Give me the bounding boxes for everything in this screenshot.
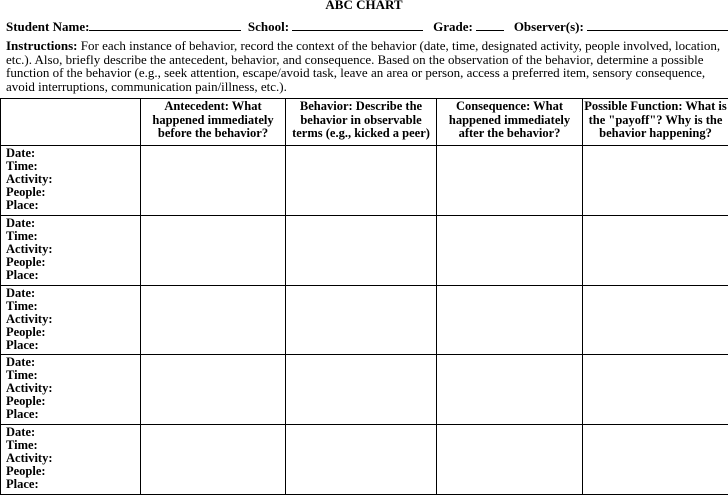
time-label: Time: (6, 438, 38, 453)
school-label: School: (247, 19, 290, 34)
header-behavior: Behavior: Describe the behavior in observable terms (e.g., kicked a peer) (286, 99, 437, 146)
behavior-cell[interactable] (286, 355, 437, 425)
abc-table (0, 98, 728, 495)
header-antecedent: Antecedent: What happened immediately before the behavior? (141, 99, 286, 146)
observer-field[interactable] (587, 19, 728, 31)
consequence-cell[interactable] (437, 215, 583, 285)
people-label: People: (6, 254, 46, 269)
behavior-cell[interactable] (286, 215, 437, 285)
date-label: Date: (6, 355, 36, 370)
instructions (6, 39, 724, 93)
people-label: People: (6, 185, 46, 199)
consequence-cell[interactable] (437, 425, 583, 495)
context-cell[interactable] (1, 425, 141, 495)
header-consequence: Consequence: What happened immediately after the behavior? (437, 99, 583, 146)
date-label: Date: (6, 146, 36, 160)
table-row (1, 425, 728, 495)
people-label: People: (6, 394, 46, 409)
table-row (1, 285, 728, 355)
table-row (1, 215, 728, 285)
people-label: People: (6, 464, 46, 479)
observer-label: Observer(s): (513, 19, 584, 34)
grade-label: Grade: (433, 19, 473, 34)
activity-label: Activity: (6, 172, 53, 186)
student-name-label: Student Name: (6, 19, 90, 34)
instructions-lead: Instructions: (6, 38, 78, 53)
table-row (1, 355, 728, 425)
grade-field[interactable] (476, 19, 504, 31)
context-cell[interactable] (1, 355, 141, 425)
student-name-field[interactable] (89, 19, 241, 31)
function-cell[interactable] (583, 215, 728, 285)
school-field[interactable] (292, 19, 423, 31)
behavior-cell[interactable] (286, 146, 437, 216)
time-label: Time: (6, 228, 38, 243)
instructions-text: For each instance of behavior, record the context of the behavior (date, time, designated activity, people involved, location, etc.). Also, briefly describe the antecedent, behavior, and consequence. Based on the observation of the behavior, determine a possible function of the behavior (e.g., seek attention, escape/avoid task, leave an area or person, access a preferred item, sensory consequence, avoid interruptions, communication pain/illness, etc.). (6, 38, 721, 94)
header-blank (1, 99, 141, 146)
consequence-cell[interactable] (437, 355, 583, 425)
consequence-cell[interactable] (437, 146, 583, 216)
date-label: Date: (6, 425, 36, 440)
context-cell[interactable] (1, 215, 141, 285)
function-cell[interactable] (583, 146, 728, 216)
activity-label: Activity: (6, 311, 53, 326)
behavior-cell[interactable] (286, 425, 437, 495)
header-fields (6, 19, 728, 35)
consequence-cell[interactable] (437, 285, 583, 355)
time-label: Time: (6, 368, 38, 383)
time-label: Time: (6, 159, 38, 173)
header-function: Possible Function: What is the "payoff"? Why is the behavior happening? (583, 99, 728, 146)
date-label: Date: (6, 215, 36, 230)
antecedent-cell[interactable] (141, 285, 286, 355)
context-cell[interactable] (1, 285, 141, 355)
antecedent-cell[interactable] (141, 146, 286, 216)
function-cell[interactable] (583, 285, 728, 355)
time-label: Time: (6, 298, 38, 313)
antecedent-cell[interactable] (141, 425, 286, 495)
behavior-cell[interactable] (286, 285, 437, 355)
function-cell[interactable] (583, 425, 728, 495)
page-title: ABC CHART (325, 0, 403, 12)
header-row (1, 99, 728, 146)
context-cell[interactable] (1, 146, 141, 216)
place-label: Place: (6, 407, 39, 422)
place-label: Place: (6, 337, 39, 352)
place-label: Place: (6, 198, 39, 212)
place-label: Place: (6, 267, 39, 282)
activity-label: Activity: (6, 241, 53, 256)
antecedent-cell[interactable] (141, 355, 286, 425)
antecedent-cell[interactable] (141, 215, 286, 285)
function-cell[interactable] (583, 355, 728, 425)
activity-label: Activity: (6, 381, 53, 396)
activity-label: Activity: (6, 451, 53, 466)
date-label: Date: (6, 285, 36, 300)
table-row (1, 146, 728, 216)
people-label: People: (6, 324, 46, 339)
place-label: Place: (6, 477, 39, 492)
